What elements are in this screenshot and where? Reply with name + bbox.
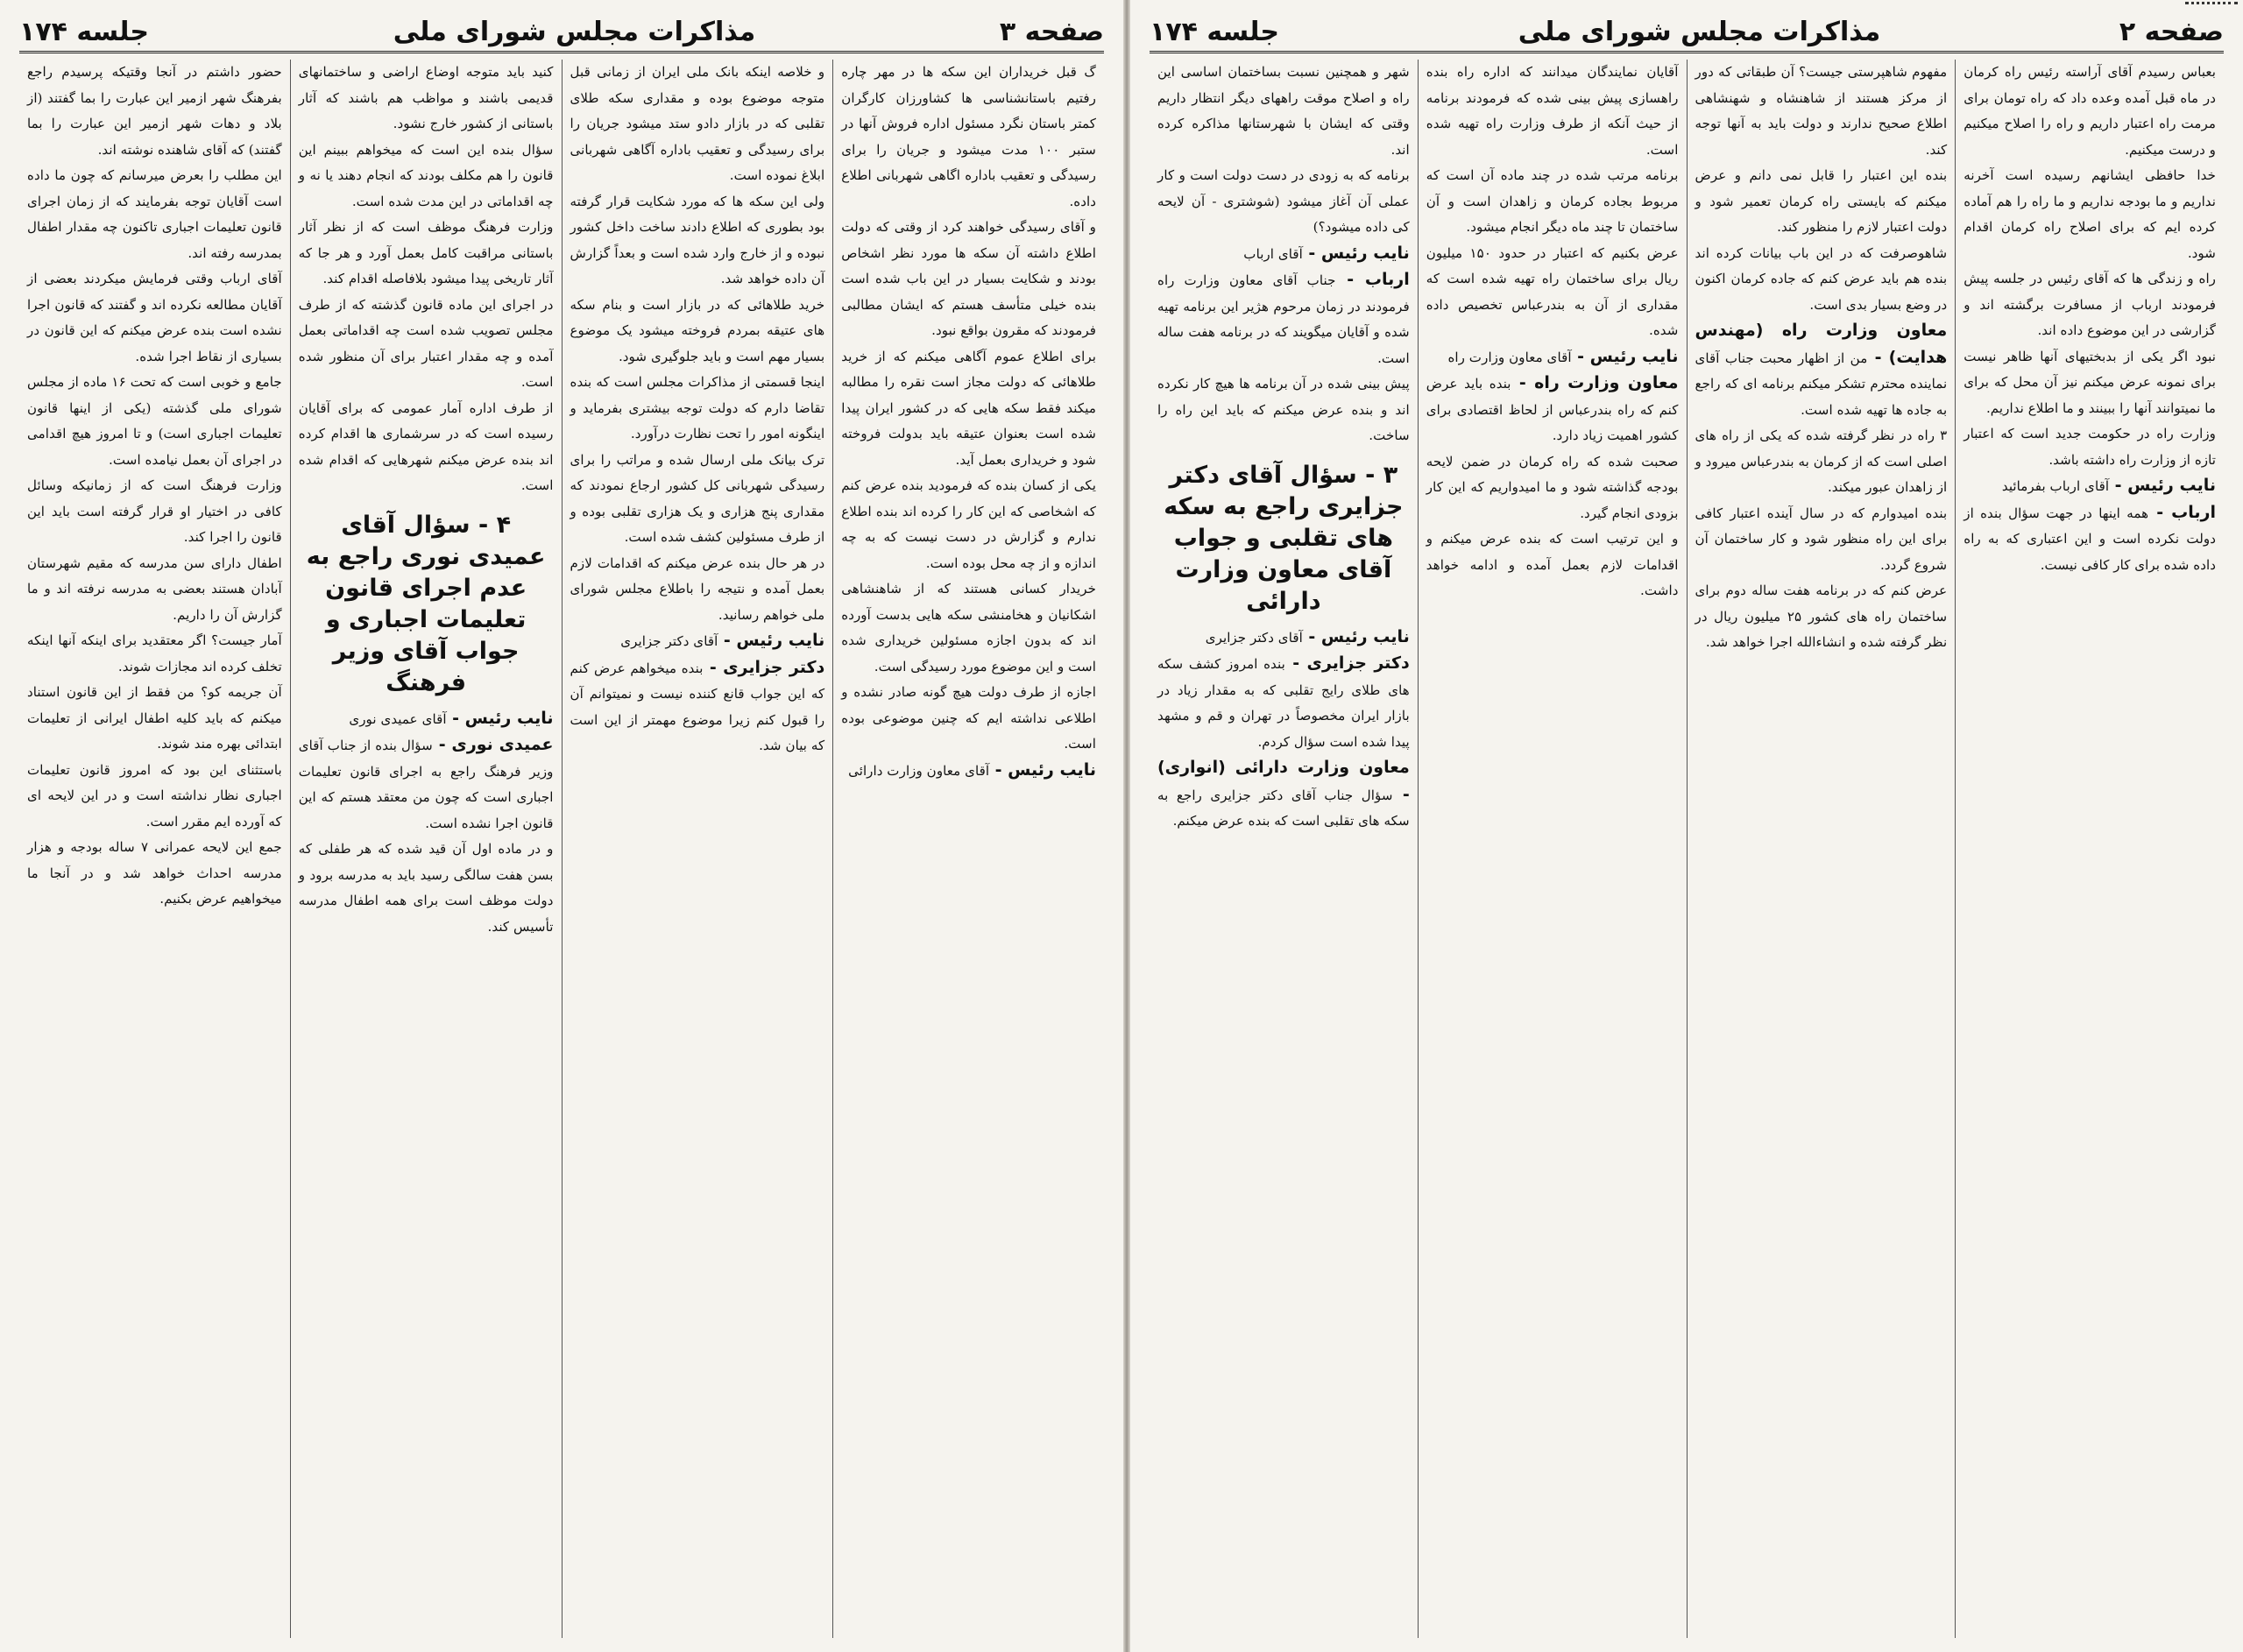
paragraph: آقای ارباب وقتی فرمایش میکردند بعضی از آقایان مطالعه نکرده اند و گفتند که قانون اجرا نشده است بنده عرض میکنم که این قانون در بسیاری از نقاط اجرا شده. [27, 271, 282, 364]
paragraph: برنامه مرتب شده در چند ماده آن است که مربوط بجاده کرمان و زاهدان است و آن ساختمان تا چند ماه دیگر انجام میشود. [1426, 167, 1679, 235]
paragraph: نایب رئیس - آقای معاون وزارت دارائی [848, 759, 1096, 780]
right-columns [1150, 60, 2224, 1638]
speaker-name: عمیدی نوری - [432, 735, 554, 754]
paragraph: در اجرای این ماده قانون گذشته که از طرف مجلس تصویب شده است چه اقداماتی بعمل آمده و چه مقدار اعتبار برای آن منظور شده است. [298, 296, 554, 390]
paragraph: خدا حافظی ایشانهم رسیده است آخرنه نداریم و ما بودجه نداریم و ما راه را هم آماده کرده ایم که برای اصلاح راه کرمان اقدام شود. [1964, 167, 2216, 261]
paragraph: برنامه که به زودی در دست دولت است و کار عملی آن آغاز میشود (شوشتری - آن لایحه کی داده میشود؟) [1157, 167, 1410, 235]
page-number: صفحه ۳ [999, 16, 1104, 47]
paragraph: وزارت فرهنگ موظف است که از نظر آثار باستانی مراقبت کامل بعمل آورد و هر جا که آثار تاریخی پیدا میشود بلافاصله اقدام کند. [298, 219, 554, 286]
text-column [1688, 60, 1956, 1638]
paragraph: یکی از کسان بنده که فرمودید بنده عرض کنم که اشخاصی که این کار را کرده اند بنده اطلاع ندارم و گزارش در دست نیست که به چه اندازه و از چه محل بوده است. [841, 477, 1096, 571]
paragraph: دکتر جزایری - بنده میخواهم عرض کنم که این جواب قانع کننده نیست و نمیتوانم آن را قبول کنم زیرا موضوع مهمتر از این است که بیان شد. [570, 657, 825, 753]
paragraph: وزارت فرهنگ است که از زمانیکه وسائل کافی در اختیار او قرار گرفته است باید این قانون را اجرا کند. [27, 477, 282, 545]
paragraph: عمیدی نوری - سؤال بنده از جناب آقای وزیر فرهنگ راجع به اجرای قانون تعلیمات اجباری است که چون من معتقد هستم که این قانون اجرا نشده است. [298, 735, 554, 831]
paragraph: بنده امیدوارم که در سال آینده اعتبار کافی برای این راه منظور شود و کار ساختمان آن شروع گردد. [1695, 505, 1948, 573]
left-columns [19, 60, 1104, 1638]
paragraph: شاهوصرفت که در این باب بیانات کرده اند بنده هم باید عرض کنم که جاده کرمان اکنون در وضع بسیار بدی است. [1695, 244, 1948, 313]
speaker-name: معاون وزارت راه - [1511, 373, 1679, 392]
paragraph: جامع و خوبی است که تحت ۱۶ ماده از مجلس شورای ملی گذشته (یکی از اینها قانون تعلیمات اجباری است) و تا امروز هیچ اقدامی در اجرای آن بعمل نیامده است. [27, 374, 282, 468]
paragraph: باستثنای این بود که امروز قانون تعلیمات اجباری نظار نداشته است و در این لایحه ای که آورده ایم مقرر است. [27, 761, 282, 830]
text-column [833, 60, 1104, 1638]
page-gutter [1123, 0, 1130, 1652]
paragraph: نایب رئیس - آقای معاون وزارت راه [1447, 346, 1679, 366]
paragraph: اطفال دارای سن مدرسه که مقیم شهرستان آبادان هستند بعضی به مدرسه نرفته اند و ما گزارش آن را داریم. [27, 554, 282, 623]
publication-title: مذاکرات مجلس شورای ملی [1518, 16, 1881, 47]
speaker-name: ارباب - [2148, 502, 2216, 522]
paragraph: و آقای رسیدگی خواهند کرد از وقتی که دولت اطلاع داشته آن سکه ها مورد نظر اشخاص بودند و شکایت بسیار در این باب شده است بنده خیلی متأسف هستم که ایشان مطالبی فرمودند که مقرون بواقع نبود. [841, 219, 1096, 338]
session-number: جلسه ۱۷۴ [19, 16, 149, 47]
corner-mark [2185, 2, 2238, 11]
speaker-name: نایب رئیس - [1302, 243, 1410, 263]
session-number: جلسه ۱۷۴ [1150, 16, 1279, 47]
speaker-name: ارباب - [1335, 270, 1410, 289]
paragraph: نبود اگر یکی از بدبختیهای آنها ظاهر نیست برای نمونه عرض میکنم نیز آن محل که برای ما نمیتوانند آنها را ببینند و ما اطلاع نداریم. [1964, 348, 2216, 416]
paragraph: معاون وزارت راه (مهندس هدایت) - من از اظهار محبت جناب آقای نماینده محترم تشکر میکنم برنامه ای که راجع به جاده ها تهیه شده است. [1695, 321, 1948, 418]
right-page [1130, 0, 2243, 1652]
paragraph: پیش بینی شده در آن برنامه ها هیچ کار نکرده اند و بنده عرض میکنم که باید این راه را ساخت. [1157, 376, 1410, 443]
speaker-name: معاون وزارت راه (مهندس هدایت) - [1695, 321, 1948, 367]
speaker-name: نایب رئیس - [1571, 346, 1679, 366]
paragraph: نایب رئیس - آقای عمیدی نوری [349, 708, 554, 728]
paragraph: برای اطلاع عموم آگاهی میکنم که از خرید طلاهائی که دولت مجاز است نقره را مطالبه میکند فقط سکه هایی که در کشور ایران پیدا شده است بعنوان عتیقه باید بدولت فروخته شود و خریداری بعمل آید. [841, 348, 1096, 468]
paragraph: کنید باید متوجه اوضاع اراضی و ساختمانهای قدیمی باشند و مواظب هم باشند که آثار باستانی از کشور خارج نشود. [298, 64, 554, 131]
paragraph: نایب رئیس - آقای دکتر جزایری [620, 631, 825, 650]
paragraph: عرض بکنیم که اعتبار در حدود ۱۵۰ میلیون ریال برای ساختمان راه تهیه شده است که مقداری از آن به بندرعباس تخصیص داده شده. [1426, 244, 1679, 338]
section-heading: ۳ - سؤال آقای دکتر جزایری راجع به سکه های تقلبی و جواب آقای معاون وزارت دارائی [1164, 461, 1404, 615]
speaker-name: نایب رئیس - [989, 759, 1096, 780]
paragraph: اینجا قسمتی از مذاکرات مجلس است که بنده تقاضا دارم که دولت توجه بیشتری بفرماید و اینگونه امور را تحت نظارت درآورد. [570, 374, 825, 441]
speaker-name: نایب رئیس - [718, 631, 825, 650]
paragraph: معاون وزارت راه - بنده باید عرض کنم که راه بندرعباس از لحاظ اقتصادی برای کشور اهمیت زیاد دارد. [1426, 373, 1679, 443]
paragraph: راه و زندگی ها که آقای رئیس در جلسه پیش فرمودند ارباب از مسافرت برگشته اند و گزارشی در این موضوع داده اند. [1964, 271, 2216, 338]
paragraph: دکتر جزایری - بنده امروز کشف سکه های طلای رایج تقلبی که به مقدار زیاد در بازار ایران مخصوصاً در تهران و قم و مشهد پیدا شده است سؤال کردم. [1157, 653, 1410, 750]
paragraph: شهر و همچنین نسبت بساختمان اساسی این راه و اصلاح موقت راههای دیگر انتظار داریم وقتی که ایشان با شهرستانها مذاکره کرده اند. [1157, 64, 1410, 158]
paragraph: و این ترتیب است که بنده عرض میکنم و اقدامات لازم بعمل آمده و ادامه خواهد داشت. [1426, 531, 1679, 598]
paragraph: گ قبل خریداران این سکه ها در مهر چاره رفتیم باستانشناسی ها کشاورزان کارگران کمتر باستان نگرد مسئول اداره فروش آنها در ستبر ۱۰۰ مدت میشود و جریان را برای رسیدگی و تعقیب باداره اگاهی شهربانی اطلاع داده. [841, 64, 1096, 209]
paragraph: ارباب - همه اینها در جهت سؤال بنده از دولت نکرده است و این اعتباری که به راه داده شده برای کار کافی نیست. [1964, 502, 2216, 573]
left-page-header [19, 12, 1104, 53]
text-column [1956, 60, 2224, 1638]
paragraph: سؤال بنده این است که میخواهم ببینم این قانون را هم مکلف بودند که انجام دهند یا نه و چه اقداماتی در این مدت شده است. [298, 141, 554, 209]
paragraph: خریدار کسانی هستند که از شاهنشاهی اشکانیان و هخامنشی سکه هایی بدست آورده اند که بدون اجازه مسئولین خریداری شده است و این موضوع مورد رسیدگی است. [841, 581, 1096, 674]
text-column [1419, 60, 1688, 1638]
paragraph: نایب رئیس - آقای دکتر جزایری [1205, 626, 1410, 646]
paragraph: ترک بیانک ملی ارسال شده و مراتب را برای رسیدگی شهربانی کل کشور ارجاع نمودند که مقداری پنج هزاری و یک هزاری تقلبی بوده و از طرف مسئولین کشف شده است. [570, 451, 825, 545]
text-column [19, 60, 291, 1638]
page-number: صفحه ۲ [2119, 16, 2224, 47]
paragraph: و خلاصه اینکه بانک ملی ایران از زمانی قبل متوجه موضوع بوده و مقداری سکه طلای تقلبی که در بازار دادو ستد میشود جریان را برای رسیدگی و تعقیب باداره آگاهی شهربانی ابلاغ نموده است. [570, 64, 825, 183]
paragraph: آمار جیست؟ اگر معتقدید برای اینکه آنها اینکه تخلف کرده اند مجازات شوند. [27, 632, 282, 674]
paragraph: جمع این لایحه عمرانی ۷ ساله بودجه و هزار مدرسه احداث خواهد شد و در آنجا ما میخواهیم عرض بکنیم. [27, 839, 282, 907]
text-column [1150, 60, 1419, 1638]
text-column [291, 60, 563, 1638]
paragraph: از طرف اداره آمار عمومی که برای آقایان رسیده است که در سرشماری ها اقدام کرده اند بنده عرض میکنم شهرهایی که اقدام شده است. [298, 399, 554, 493]
publication-title: مذاکرات مجلس شورای ملی [393, 16, 756, 47]
paragraph: نایب رئیس - آقای ارباب [1243, 243, 1410, 263]
paragraph: مفهوم شاهپرستی جیست؟ آن طبقاتی که دور از مرکز هستند از شاهنشاه و شهنشاهی اطلاع صحیح ندارند و دولت باید به آنها توجه کند. [1695, 64, 1948, 158]
speaker-name: دکتر جزایری - [703, 657, 825, 677]
paragraph: و در ماده اول آن قید شده که هر طفلی که بسن هفت سالگی رسید باید به مدرسه برود و دولت موظف است برای همه اطفال مدرسه تأسیس کند. [298, 841, 554, 935]
paragraph: بعباس رسیدم آقای آراسته رئیس راه کرمان در ماه قبل آمده وعده داد که راه تومان برای مرمت راه اعتبار داریم و راه را اصلاح میکنیم و درست میکنیم. [1964, 64, 2216, 158]
paragraph: آن جریمه کو؟ من فقط از این قانون استناد میکنم که باید کلیه اطفال ایرانی از تعلیمات ابتدائی بهره مند شوند. [27, 684, 282, 752]
speaker-name: معاون وزارت دارائی (انواری) - [1157, 758, 1410, 804]
paragraph: اجازه از طرف دولت هیچ گونه صادر نشده و اطلاعی نداشته ایم که چنین موضوعی بوده است. [841, 684, 1096, 752]
paragraph: صحبت شده که راه کرمان در ضمن لایحه بودجه گذاشته شود و ما امیدواریم که این کار بزودی انجام گیرد. [1426, 453, 1679, 521]
paragraph: حضور داشتم در آنجا وقتیکه پرسیدم راجع بفرهنگ شهر ازمیر این عبارت را بما گفتند (از بلاد و دهات شهر ازمیر این عبارت را بما گفتند) که آقای شاهنده نوشته اند. [27, 64, 282, 158]
speaker-name: دکتر جزایری - [1284, 653, 1410, 673]
text-column [563, 60, 834, 1638]
paragraph: ارباب - جناب آقای معاون وزارت راه فرمودند در زمان مرحوم هژیر این برنامه تهیه شده و آقایان میگویند که در برنامه هفت ساله است. [1157, 270, 1410, 366]
paragraph: نایب رئیس - آقای ارباب بفرمائید [2001, 476, 2216, 495]
paragraph: در هر حال بنده عرض میکنم که اقدامات لازم بعمل آمده و نتیجه را باطلاع مجلس شورای ملی خواهم رسانید. [570, 554, 825, 623]
paragraph: معاون وزارت دارائی (انواری) - سؤال جناب آقای دکتر جزایری راجع به سکه های تقلبی است که بنده عرض میکنم. [1157, 758, 1410, 829]
right-page-header [1150, 12, 2224, 53]
paragraph: آقایان نمایندگان میدانند که اداره راه بنده راهسازی پیش بینی شده که فرمودند برنامه از حیث آنکه از طرف وزارت راه تهیه شده است. [1426, 64, 1679, 158]
paragraph: این مطلب را بعرض میرسانم که چون ما داده است آقایان توجه بفرمایند که از زمان اجرای قانون تعلیمات اجباری تاکنون چه مقدار اطفال بمدرسه رفته اند. [27, 167, 282, 261]
paragraph: عرض کنم که در برنامه هفت ساله دوم برای ساختمان راه های کشور ۲۵ میلیون ریال در نظر گرفته شده و انشاءالله اجرا خواهد شد. [1695, 582, 1948, 650]
paragraph: خرید طلاهائی که در بازار است و بنام سکه های عتیقه بمردم فروخته میشود یک موضوع بسیار مهم است و باید جلوگیری شود. [570, 296, 825, 364]
paragraph: ۳ راه در نظر گرفته شده که یکی از راه های اصلی است که از کرمان به بندرعباس میرود و از زاهدان عبور میکند. [1695, 427, 1948, 495]
speaker-name: نایب رئیس - [446, 708, 554, 728]
paragraph: وزارت راه در حکومت جدید است که اعتبار تازه از وزارت راه داشته باشد. [1964, 426, 2216, 468]
speaker-name: نایب رئیس - [1302, 626, 1410, 646]
speaker-name: نایب رئیس - [2109, 476, 2216, 495]
paragraph: ولی این سکه ها که مورد شکایت قرار گرفته بود بطوری که اطلاع دادند ساخت داخل کشور نبوده و از خارج وارد شده است و بعداً گزارش آن داده خواهد شد. [570, 193, 825, 286]
paragraph: بنده این اعتبار را قابل نمی دانم و عرض میکنم که بایستی راه کرمان تعمیر شود و دولت اعتبار لازم را منظور کند. [1695, 167, 1948, 235]
section-heading: ۴ - سؤال آقای عمیدی نوری راجع به عدم اجرای قانون تعلیمات اجباری و جواب آقای وزیر فرهنگ [306, 511, 546, 696]
